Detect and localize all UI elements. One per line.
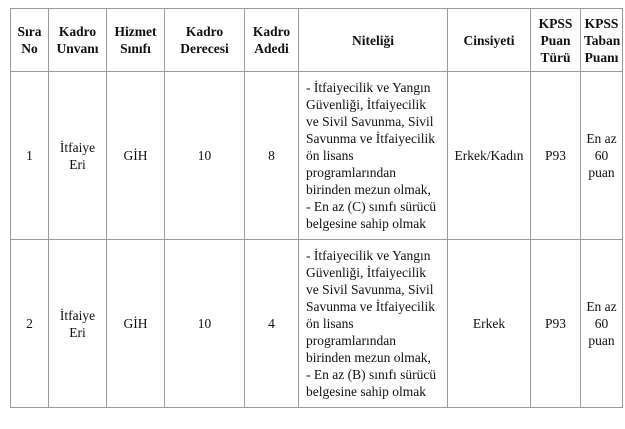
header-kpss-puan-turu: KPSS Puan Türü <box>531 9 581 72</box>
cell-cinsiyeti: Erkek <box>448 240 531 408</box>
header-sira-no: Sıra No <box>11 9 49 72</box>
cell-kadro-derecesi: 10 <box>165 72 245 240</box>
cell-hizmet-sinifi: GİH <box>107 240 165 408</box>
cell-kpss-puan-turu: P93 <box>531 240 581 408</box>
cell-kadro-unvani: İtfaiye Eri <box>49 240 107 408</box>
cell-niteligi: - İtfaiyecilik ve Yangın Güvenliği, İtfaiyecilik ve Sivil Savunma, Sivil Savunma ve İtfaiyecilik ön lisans programlarından birinden mezun olmak, - En az (C) sınıfı sürücü belgesine sahip olmak <box>299 72 448 240</box>
cell-sira-no: 2 <box>11 240 49 408</box>
header-kadro-adedi: Kadro Adedi <box>245 9 299 72</box>
cell-kadro-derecesi: 10 <box>165 240 245 408</box>
cell-kadro-unvani: İtfaiye Eri <box>49 72 107 240</box>
header-row <box>11 9 623 72</box>
header-kadro-derecesi: Kadro Derecesi <box>165 9 245 72</box>
cell-kpss-taban-puani: En az 60 puan <box>581 72 623 240</box>
table-row <box>11 240 623 408</box>
cell-kadro-adedi: 8 <box>245 72 299 240</box>
header-cinsiyeti: Cinsiyeti <box>448 9 531 72</box>
header-kpss-taban-puani: KPSS Taban Puanı <box>581 9 623 72</box>
cell-hizmet-sinifi: GİH <box>107 72 165 240</box>
header-hizmet-sinifi: Hizmet Sınıfı <box>107 9 165 72</box>
cell-cinsiyeti: Erkek/Kadın <box>448 72 531 240</box>
table-row <box>11 72 623 240</box>
cell-niteligi: - İtfaiyecilik ve Yangın Güvenliği, İtfaiyecilik ve Sivil Savunma, Sivil Savunma ve İtfaiyecilik ön lisans programlarından birinden mezun olmak, - En az (B) sınıfı sürücü belgesine sahip olmak <box>299 240 448 408</box>
header-kadro-unvani: Kadro Unvanı <box>49 9 107 72</box>
cell-sira-no: 1 <box>11 72 49 240</box>
kadro-table <box>10 8 623 408</box>
cell-kadro-adedi: 4 <box>245 240 299 408</box>
cell-kpss-puan-turu: P93 <box>531 72 581 240</box>
cell-kpss-taban-puani: En az 60 puan <box>581 240 623 408</box>
header-niteligi: Niteliği <box>299 9 448 72</box>
